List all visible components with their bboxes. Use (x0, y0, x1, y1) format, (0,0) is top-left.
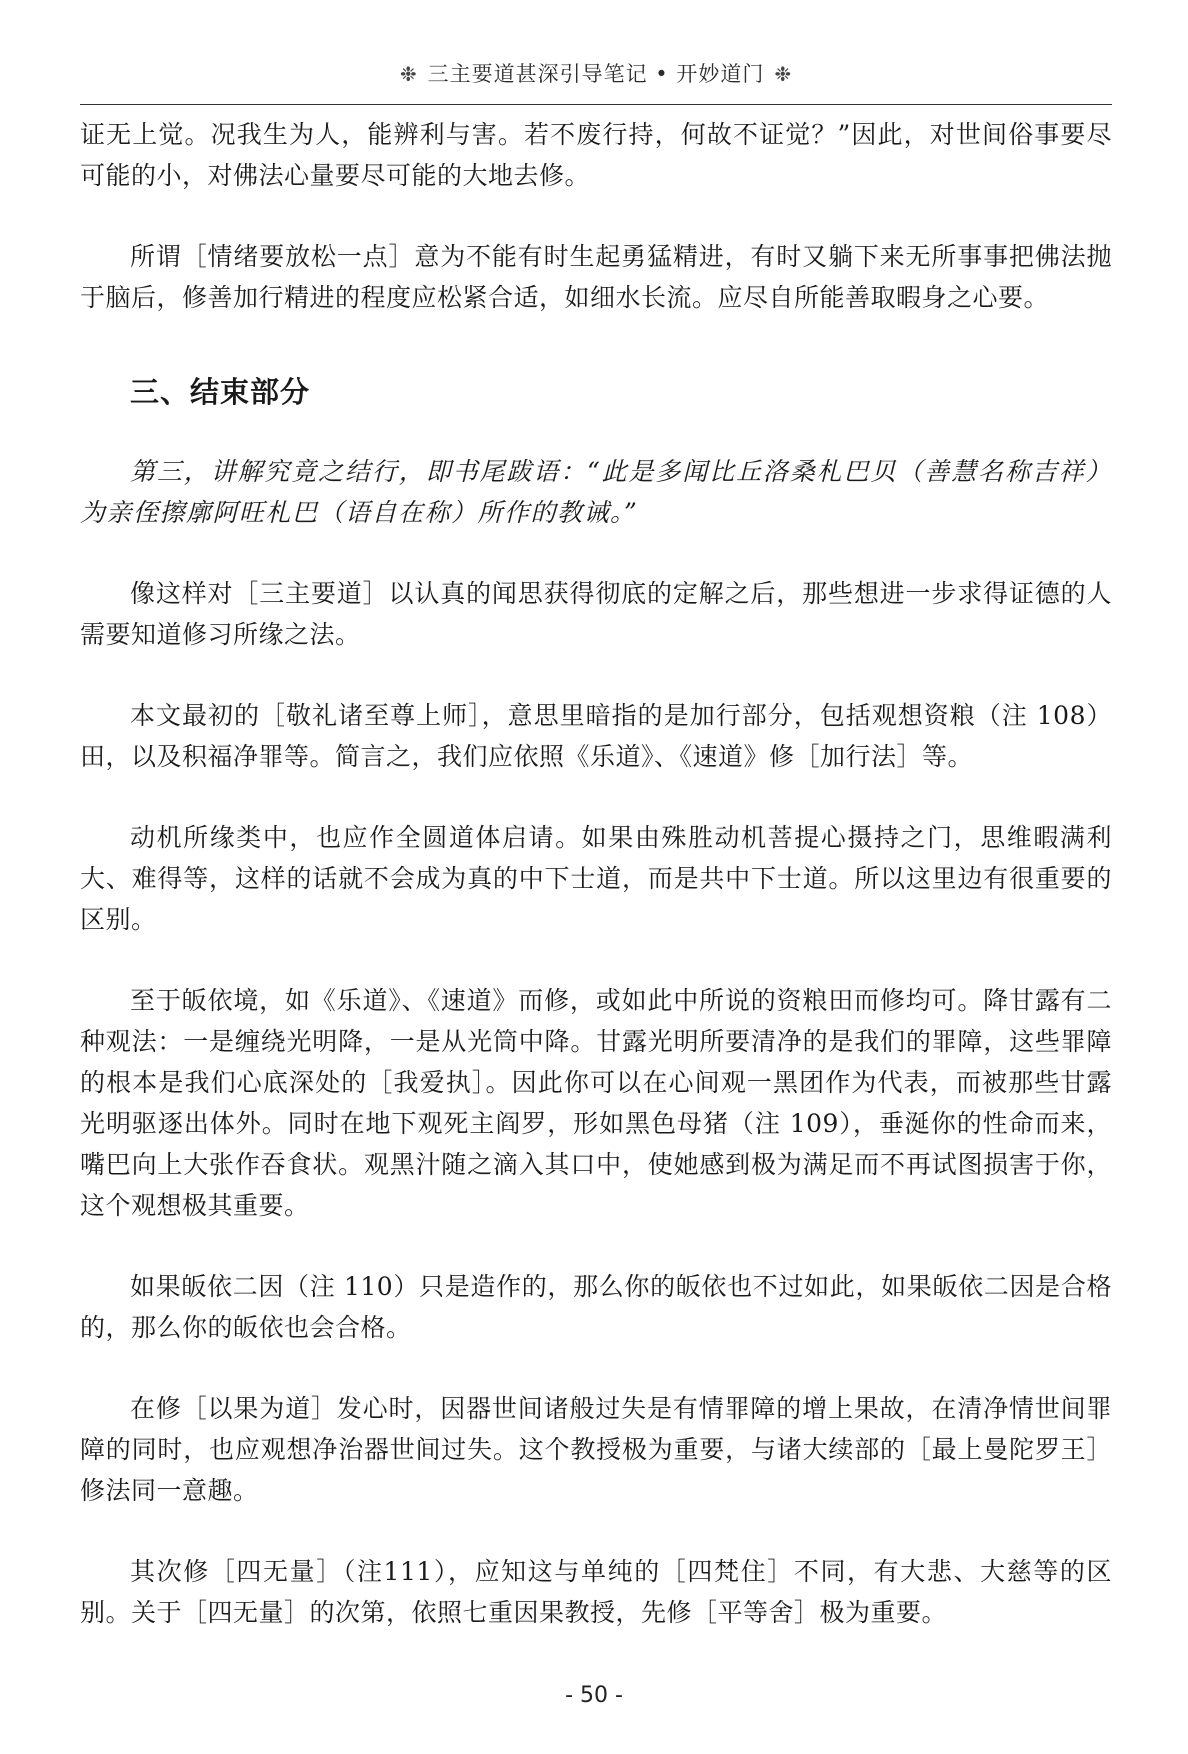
paragraph: 动机所缘类中，也应作全圆道体启请。如果由殊胜动机菩提心摄持之门，思维暇满利大、难得等，这样的话就不会成为真的中下士道，而是共中下士道。所以这里边有很重要的区别。 (80, 823, 1112, 934)
paragraph-continued: 证无上觉。况我生为人，能辨利与害。若不废行持，何故不证觉？”因此，对世间俗事要尽可能的小，对佛法心量要尽可能的大地去修。 (80, 120, 1112, 190)
book-title: 三主要道甚深引导笔记 • 开妙道门 (427, 62, 765, 86)
page-body (80, 114, 1112, 1673)
paragraph: 如果皈依二因（注 110）只是造作的，那么你的皈依也不过如此，如果皈依二因是合格的，那么你的皈依也会合格。 (80, 1272, 1112, 1342)
page-number: - 50 - (565, 1683, 623, 1708)
paragraph: 其次修［四无量］（注111），应知这与单纯的［四梵住］不同，有大悲、大慈等的区别。关于［四无量］的次第，依照七重因果教授，先修［平等舍］极为重要。 (80, 1557, 1112, 1627)
paragraph: 所谓［情绪要放松一点］意为不能有时生起勇猛精进，有时又躺下来无所事事把佛法抛于脑后，修善加行精进的程度应松紧合适，如细水长流。应尽自所能善取暇身之心要。 (80, 242, 1112, 312)
paragraph: 本文最初的［敬礼诸至尊上师］，意思里暗指的是加行部分，包括观想资粮（注 108）田，以及积福净罪等。简言之，我们应依照《乐道》、《速道》修［加行法］等。 (80, 701, 1112, 771)
paragraph: 像这样对［三主要道］以认真的闻思获得彻底的定解之后，那些想进一步求得证德的人需要知道修习所缘之法。 (80, 579, 1112, 649)
flower-ornament-right-icon: ❉ (774, 62, 793, 86)
paragraph: 在修［以果为道］发心时，因器世间诸般过失是有情罪障的增上果故，在清净情世间罪障的同时，也应观想净治器世间过失。这个教授极为重要，与诸大续部的［最上曼陀罗王］修法同一意趣。 (80, 1394, 1112, 1505)
running-header (80, 58, 1112, 88)
header-rule (80, 104, 1112, 105)
paragraph: 至于皈依境，如《乐道》、《速道》而修，或如此中所说的资粮田而修均可。降甘露有二种观法：一是缠绕光明降，一是从光筒中降。甘露光明所要清净的是我们的罪障，这些罪障的根本是我们心底深处的［我爱执］。因此你可以在心间观一黑团作为代表，而被那些甘露光明驱逐出体外。同时在地下观死主阎罗，形如黑色母猪（注 109），垂涎你的性命而来，嘴巴向上大张作吞食状。观黑汁随之滴入其口中，使她感到极为满足而不再试图损害于你，这个观想极其重要。 (80, 986, 1112, 1220)
colophon-quote: 第三，讲解究竟之结行，即书尾跋语：“此是多闻比丘洛桑札巴贝（善慧名称吉祥）为亲侄擦廓阿旺札巴（语自在称）所作的教诫。” (80, 457, 1112, 527)
flower-ornament-left-icon: ❉ (399, 62, 418, 86)
section-heading: 三、结束部分 (130, 375, 311, 409)
